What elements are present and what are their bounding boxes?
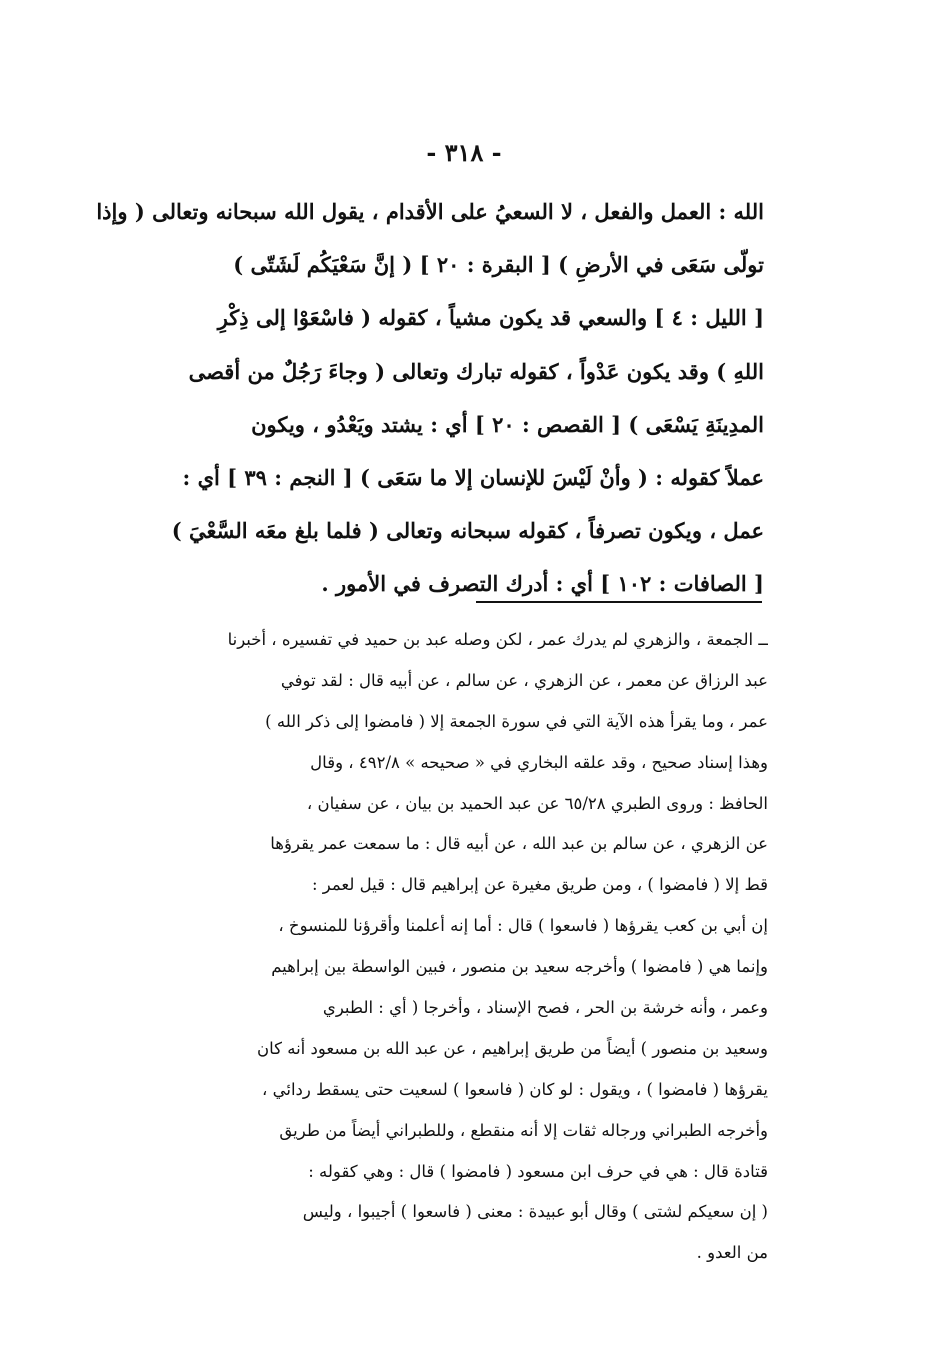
main-text-line: المدِينَةِ يَسْعَى ) [ القصص : ٢٠ ] أي : يشتد ويَعْدُو ، ويكون [251, 411, 764, 437]
main-text-line: [ الليل : ٤ ] والسعي قد يكون مشياً ، كقوله ( فاسْعَوْا إلى ذِكْرِ [217, 305, 764, 331]
footnote-line: وسعيد بن منصور ) أيضاً من طريق إبراهيم ، عن عبد الله بن مسعود أنه كان [256, 1038, 768, 1058]
footnote-line: يقرؤها ( فامضوا ) ، ويقول : لو كان ( فاسعوا ) لسعيت حتى يسقط ردائي ، [262, 1079, 768, 1099]
main-text-line: الله : العمل والفعل ، لا السعيُ على الأقدام ، يقول الله سبحانه وتعالى ( وإذا [96, 199, 764, 224]
main-text-line: [ الصافات : ١٠٢ ] أي : أدرك التصرف في الأمور . [321, 571, 764, 597]
footnote-line: ــ الجمعة ، والزهري لم يدرك عمر ، لكن وصله عبد بن حميد في تفسيره ، أخبرنا [227, 630, 768, 649]
footnote-line: عن الزهري ، عن سالم بن عبد الله ، عن أبيه قال : ما سمعت عمر يقرؤها [270, 834, 768, 854]
main-text-line: تولّى سَعَى في الأرضِ ) [ البقرة : ٢٠ ] ( إنَّ سَعْيَكُم لَشَتّى ) [233, 252, 764, 278]
footnote-line: من العدو . [696, 1243, 768, 1263]
main-text-line: عمل ، ويكون تصرفاً ، كقوله سبحانه وتعالى ( فلما بلغ معَه السَّعْيَ ) [171, 518, 764, 544]
footnote-line: قتادة قال : هي في حرف ابن مسعود ( فامضوا ) قال : وهي كقوله : [308, 1161, 768, 1181]
footnote-line: ( إن سعيكم لشتى ) وقال أبو عبيدة : معنى ( فاسعوا ) أجيبوا ، وليس [302, 1202, 768, 1222]
footnote-line: وإنما هي ( فامضوا ) وأخرجه سعيد بن منصور ، فبين الواسطة بين إبراهيم [271, 957, 768, 977]
footnote-line: عمر ، وما يقرأ هذه الآية التي في سورة الجمعة إلا ( فامضوا إلى ذكر الله ) [265, 711, 768, 731]
footnote-line: وأخرجه الطبراني ورجاله ثقات إلا أنه منقطع ، وللطبراني أيضاً من طريق [279, 1120, 768, 1140]
footnotes-block [96, 620, 768, 1274]
footnote-separator [476, 601, 762, 603]
footnote-line: الحافظ : وروى الطبري ٦٥/٢٨ عن عبد الحميد بن بيان ، عن سفيان ، [306, 793, 768, 813]
footnote-line: إن أبي بن كعب يقرؤها ( فاسعوا ) قال : أما إنه أعلمنا وأقرؤنا للمنسوخ ، [278, 916, 768, 936]
footnote-line: قط إلا ( فامضوا ) ، ومن طريق مغيرة عن إبراهيم قال : قيل لعمر : [311, 875, 768, 895]
page-number: - ٣١٨ - [426, 138, 502, 167]
footnote-line: عبد الرزاق عن معمر ، عن الزهري ، عن سالم ، عن أبيه قال : لقد توفي [280, 670, 768, 690]
main-text-line: عملاً كقوله : ( وأنْ لَيْسَ للإنسان إلا ما سَعَى ) [ النجم : ٣٩ ] أي : [182, 464, 764, 490]
main-text-line: اللهِ ) وقد يكون عَدْواً ، كقوله تبارك وتعالى ( وجاءَ رَجُلٌ من أقصى [188, 358, 764, 384]
main-text-block [96, 185, 764, 611]
footnote-line: وهذا إسناد صحيح ، وقد علقه البخاري في « صحيحه » ٤٩٢/٨ ، وقال [310, 752, 768, 772]
footnote-line: وعمر ، وأنه خرشة بن الحر ، فصح الإسناد ، وأخرجا ( أي : الطبري [322, 998, 768, 1018]
